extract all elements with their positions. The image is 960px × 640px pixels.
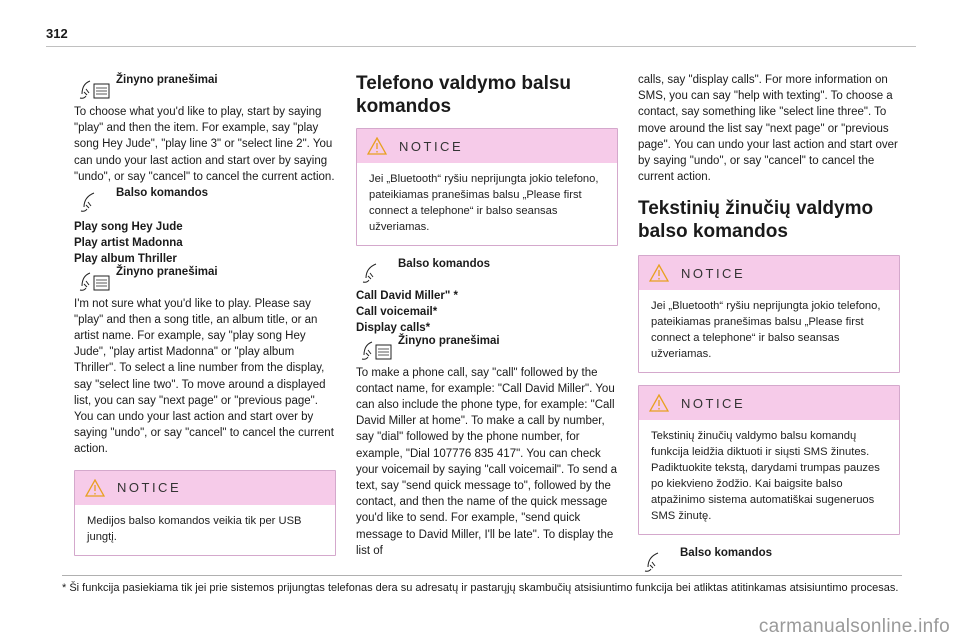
footnote: * Ši funkcija pasiekiama tik jei prie sistemos prijungtas telefonas dera su adresatų ir pastarųjų skambučių atsisiuntimo funkcija bei atliktas atitinkamas atsisiuntimo procesas. [62, 582, 899, 594]
voice-help-screen-icon [78, 264, 112, 292]
help-messages-heading: Žinyno pranešimai [74, 264, 336, 292]
command-line: Play song Hey Jude [74, 221, 183, 234]
notice-box [638, 385, 900, 535]
paragraph: I'm not sure what you'd like to play. Please say "play" and then a song title, an album title, or an artist name. For example, say "play song Hey Jude", "play artist Madonna" or "play album Thriller". To select a line number from the display, say "select line two". To move around a displayed list, you can say "next page" or "previous page". You can undo your last action and start over by saying "undo", or say "cancel" to cancel the current action. [74, 297, 334, 456]
notice-box [638, 255, 900, 373]
paragraph: calls, say "display calls". For more information on SMS, you can say "help with texting". To choose a contact, say something like "select line three". To move around the list say "next page" or "previous page". You can undo your last action and start over by saying "undo", or say "cancel" to cancel the current action. [638, 74, 898, 184]
command-line: Display calls* [356, 322, 431, 335]
column-2 [356, 72, 618, 559]
notice-text: Tekstinių žinučių valdymo balsu komandų funkcija leidžia diktuoti ir siųsti SMS žinutes. Padiktuokite tekstą, darydami trumpas pauzes po kiekvieno žodžio. Kai baigsite balso atpažinimo sistema automatiškai sugeneruos SMS žinutę. [651, 430, 880, 523]
voice-help-screen-icon [360, 333, 394, 361]
notice-text: Jei „Bluetooth“ ryšiu neprijungta jokio telefono, pateikiamas pranešimas balsu „Please first connect a telephone“ ir balso seansas užveriamas. [369, 173, 599, 233]
footnote-divider [62, 575, 902, 576]
notice-text: Jei „Bluetooth“ ryšiu neprijungta jokio telefono, pateikiamas pranešimas balsu „Please first connect a telephone“ ir balso seansas užveriamas. [651, 300, 881, 361]
voice-help-screen-icon [78, 72, 112, 100]
command-line: Play album Thriller [74, 253, 177, 266]
warning-triangle-icon [649, 264, 669, 282]
column-1 [74, 72, 336, 556]
command-line: Call David Miller" * [356, 290, 458, 302]
voice-command-icon [360, 256, 394, 284]
command-line: Call voicemail* [356, 306, 438, 319]
notice-box [74, 470, 336, 556]
notice-header: NOTICE [639, 256, 899, 290]
voice-commands-heading: Balso komandos [356, 256, 618, 284]
voice-commands-heading: Balso komandos [638, 545, 900, 573]
notice-text: Medijos balso komandos veikia tik per USB jungtį. [87, 514, 302, 543]
command-line: Play artist Madonna [74, 237, 183, 250]
help-messages-heading: Žinyno pranešimai [356, 333, 618, 361]
page-number: 312 [46, 26, 68, 41]
column-3 [638, 72, 900, 573]
watermark: carmanualsonline.info [758, 616, 950, 637]
warning-triangle-icon [367, 137, 387, 155]
header-divider [46, 46, 916, 47]
warning-triangle-icon [85, 479, 105, 497]
voice-command-icon [642, 545, 676, 573]
notice-header: NOTICE [75, 471, 335, 505]
paragraph: To make a phone call, say "call" followed by the contact name, for example: "Call David Miller". You can also include the phone type, for example: "Call David Miller at home". To make a call by number, say "dial" followed by the phone number, for example, "Dial 107776 835 417". You can check your voicemail by saying "call voicemail". To send a text, say "send quick message to", followed by the contact, and then the name of the quick message you'd like to send. For example, "send quick message to David Miller, I'll be late". To display the list of [356, 366, 618, 557]
voice-commands-heading: Balso komandos [74, 185, 336, 213]
paragraph: To choose what you'd like to play, start by saying "play" and then the item. For example, say "play song Hey Jude", "play line 3" or "select line 2". You can undo your last action and start over by saying "undo", or say "cancel" to cancel the current action. [74, 106, 335, 183]
warning-triangle-icon [649, 394, 669, 412]
notice-box [356, 128, 618, 246]
notice-header: NOTICE [639, 386, 899, 420]
help-messages-heading: Žinyno pranešimai [74, 72, 336, 100]
section-title: Telefono valdymo balsu komandos [356, 73, 572, 117]
notice-header: NOTICE [357, 129, 617, 163]
voice-command-icon [78, 185, 112, 213]
section-title: Tekstinių žinučių valdymo balso komandos [638, 198, 874, 243]
